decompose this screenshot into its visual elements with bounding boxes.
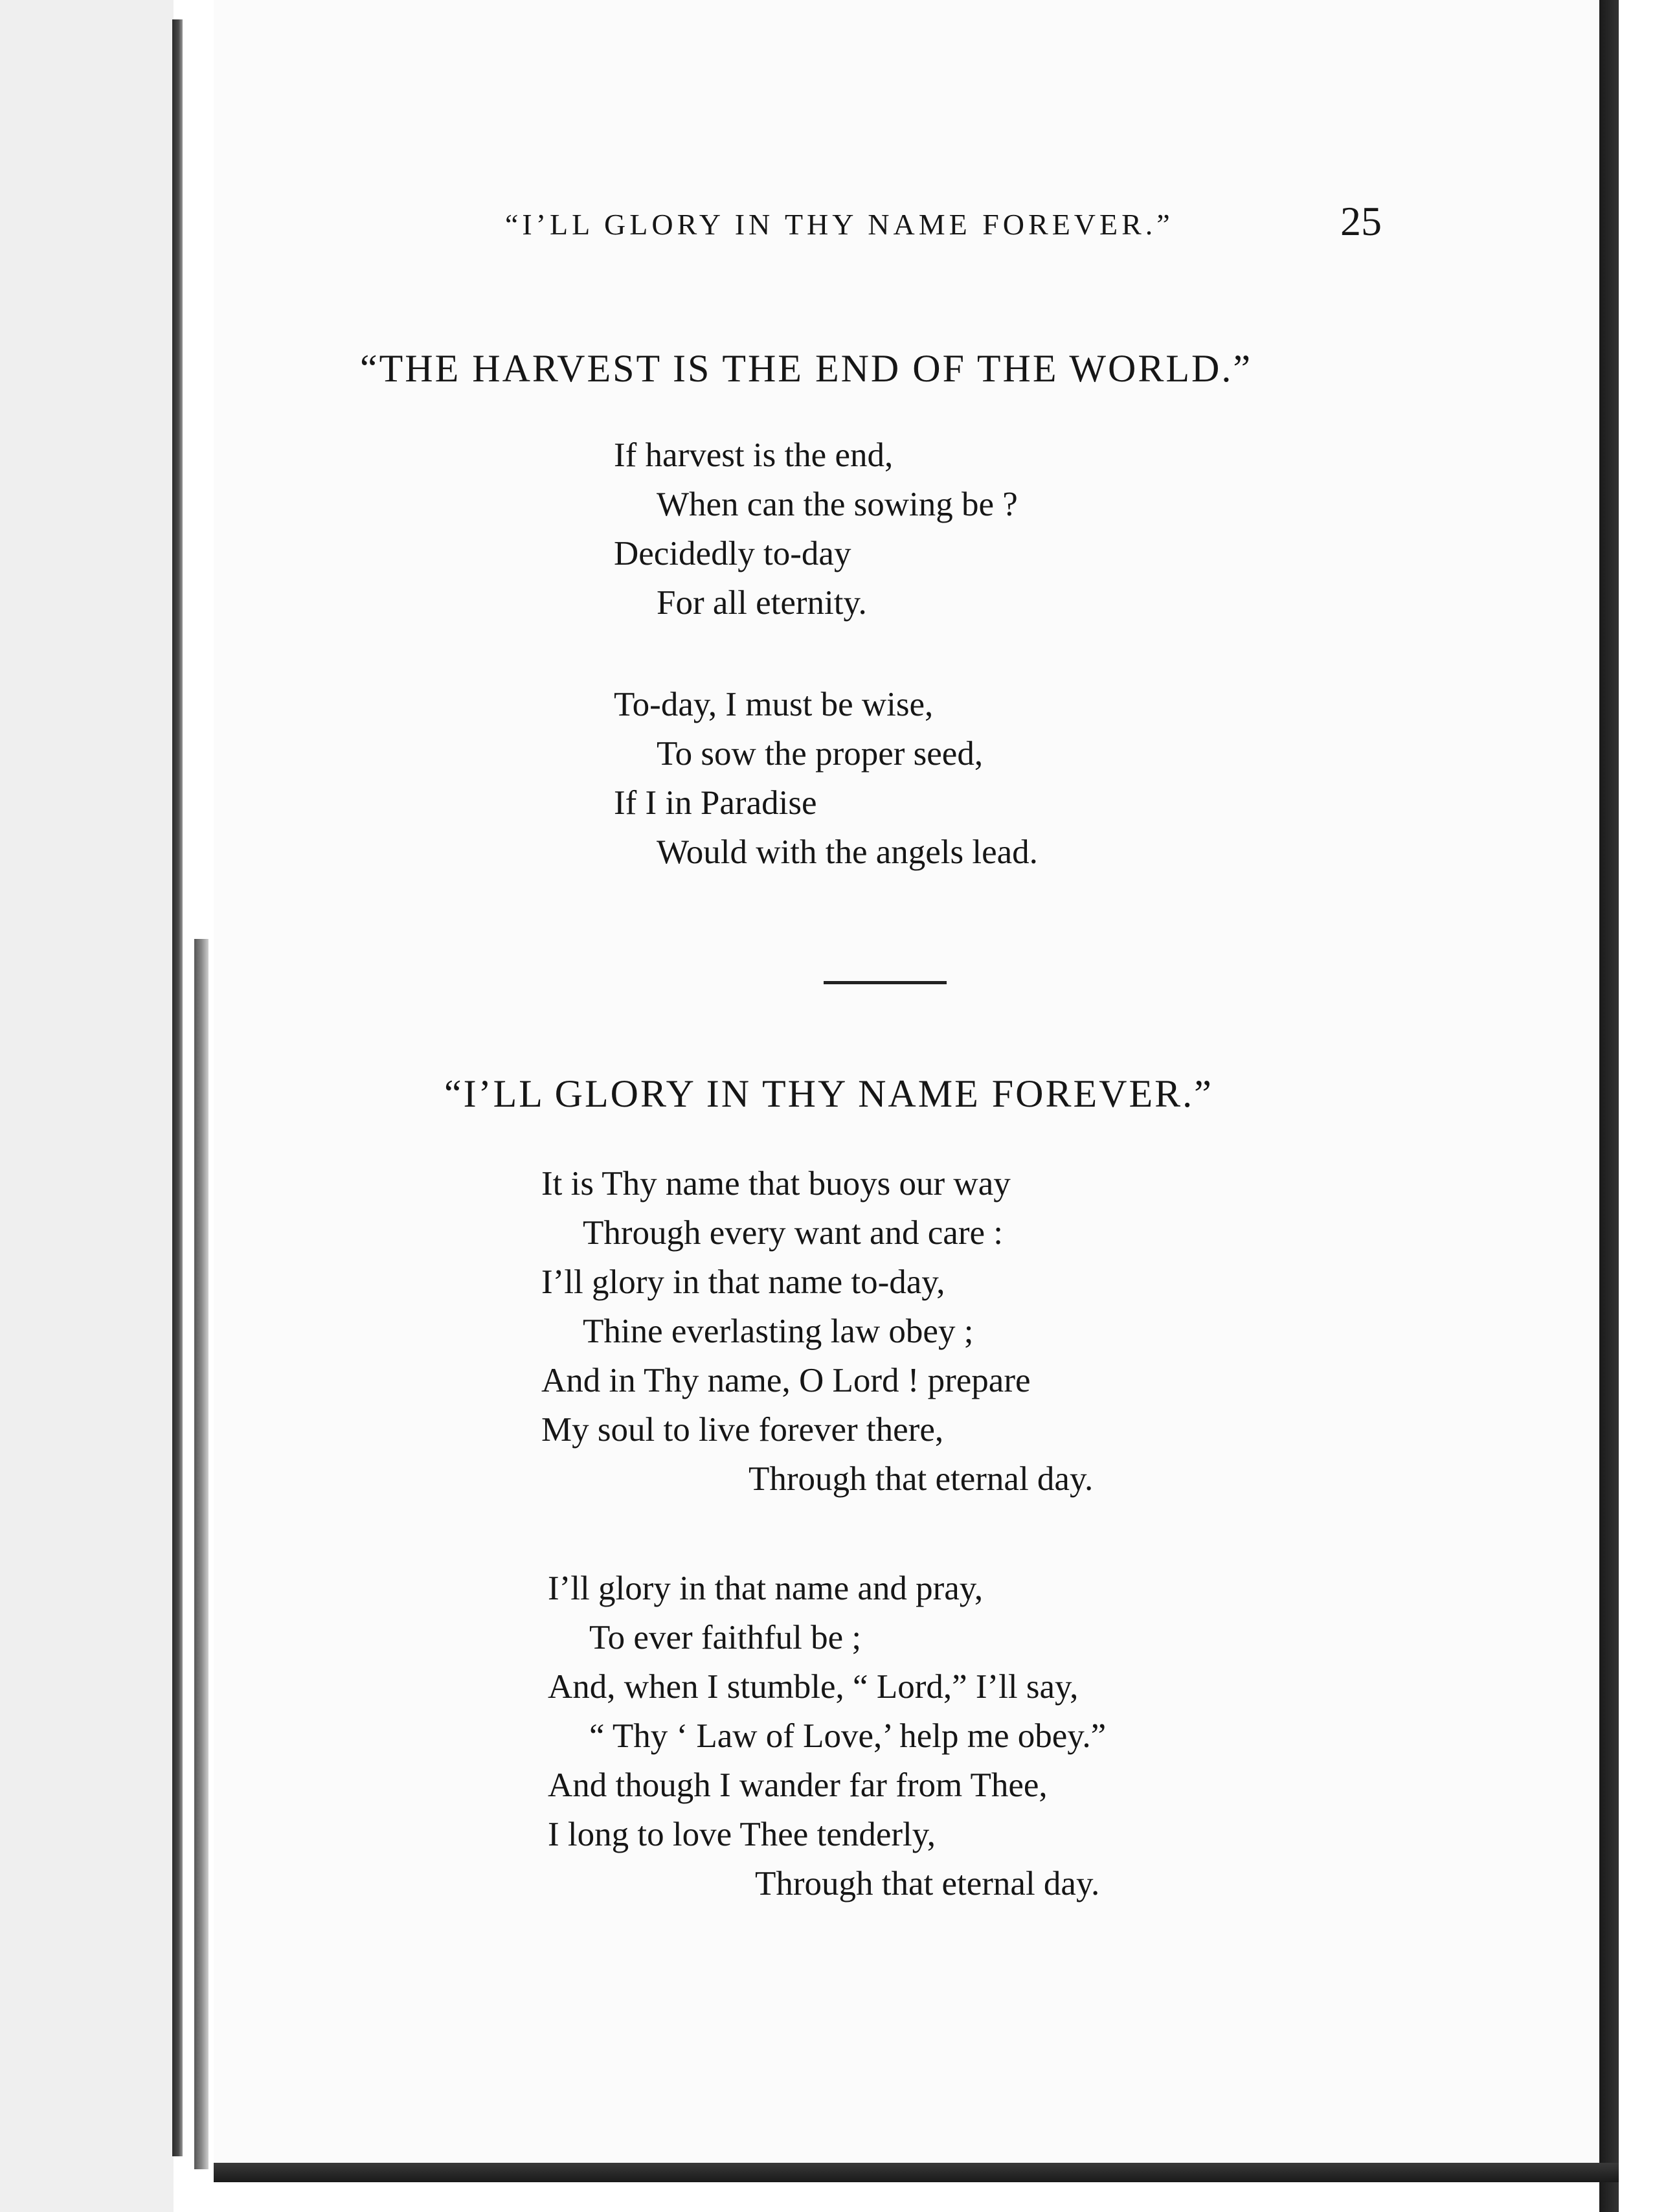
verse-line: And in Thy name, O Lord ! prepare	[541, 1362, 1031, 1399]
verse-line: For all eternity.	[657, 584, 867, 622]
verse-line: Through that eternal day.	[749, 1460, 1094, 1498]
page-fold-shadow	[194, 939, 208, 2169]
running-head: “I’LL GLORY IN THY NAME FOREVER.”	[505, 208, 1174, 241]
verse-line: If harvest is the end,	[614, 436, 894, 474]
stanza	[614, 431, 1018, 627]
stanza	[541, 1159, 1093, 1504]
book-edge-bottom	[214, 2163, 1619, 2182]
verse-line: I long to love Thee tenderly,	[548, 1816, 936, 1853]
book-gutter	[172, 19, 183, 2156]
verse-line: Thine everlasting law obey ;	[583, 1313, 974, 1350]
stanza	[614, 680, 1038, 877]
verse-line: And though I wander far from Thee,	[548, 1766, 1048, 1804]
page-number: 25	[1340, 198, 1382, 244]
verse-line: Decidedly to-day	[614, 535, 851, 572]
left-facing-page	[0, 0, 174, 2212]
verse-line: It is Thy name that buoys our way	[541, 1165, 1011, 1202]
verse-line: Through that eternal day.	[755, 1865, 1100, 1902]
scan-margin-right	[1619, 0, 1655, 2212]
book-edge-right	[1599, 0, 1619, 2212]
verse-line: “ Thy ‘ Law of Love,’ help me obey.”	[589, 1717, 1107, 1755]
verse-line: Through every want and care :	[583, 1214, 1003, 1252]
verse-line: When can the sowing be ?	[657, 486, 1018, 523]
verse-line: I’ll glory in that name and pray,	[548, 1570, 984, 1607]
verse-line: My soul to live forever there,	[541, 1411, 944, 1449]
verse-line: To ever faithful be ;	[589, 1619, 862, 1656]
verse-line: To-day, I must be wise,	[614, 686, 934, 723]
verse-line: I’ll glory in that name to-day,	[541, 1263, 945, 1301]
stanza	[548, 1564, 1106, 1908]
poem-title: “I’LL GLORY IN THY NAME FOREVER.”	[444, 1072, 1213, 1115]
verse-line: Would with the angels lead.	[657, 833, 1038, 871]
poem-title: “THE HARVEST IS THE END OF THE WORLD.”	[360, 347, 1253, 390]
verse-line: If I in Paradise	[614, 784, 817, 822]
verse-line: To sow the proper seed,	[657, 735, 984, 773]
section-divider	[824, 981, 947, 984]
verse-line: And, when I stumble, “ Lord,” I’ll say,	[548, 1668, 1079, 1706]
